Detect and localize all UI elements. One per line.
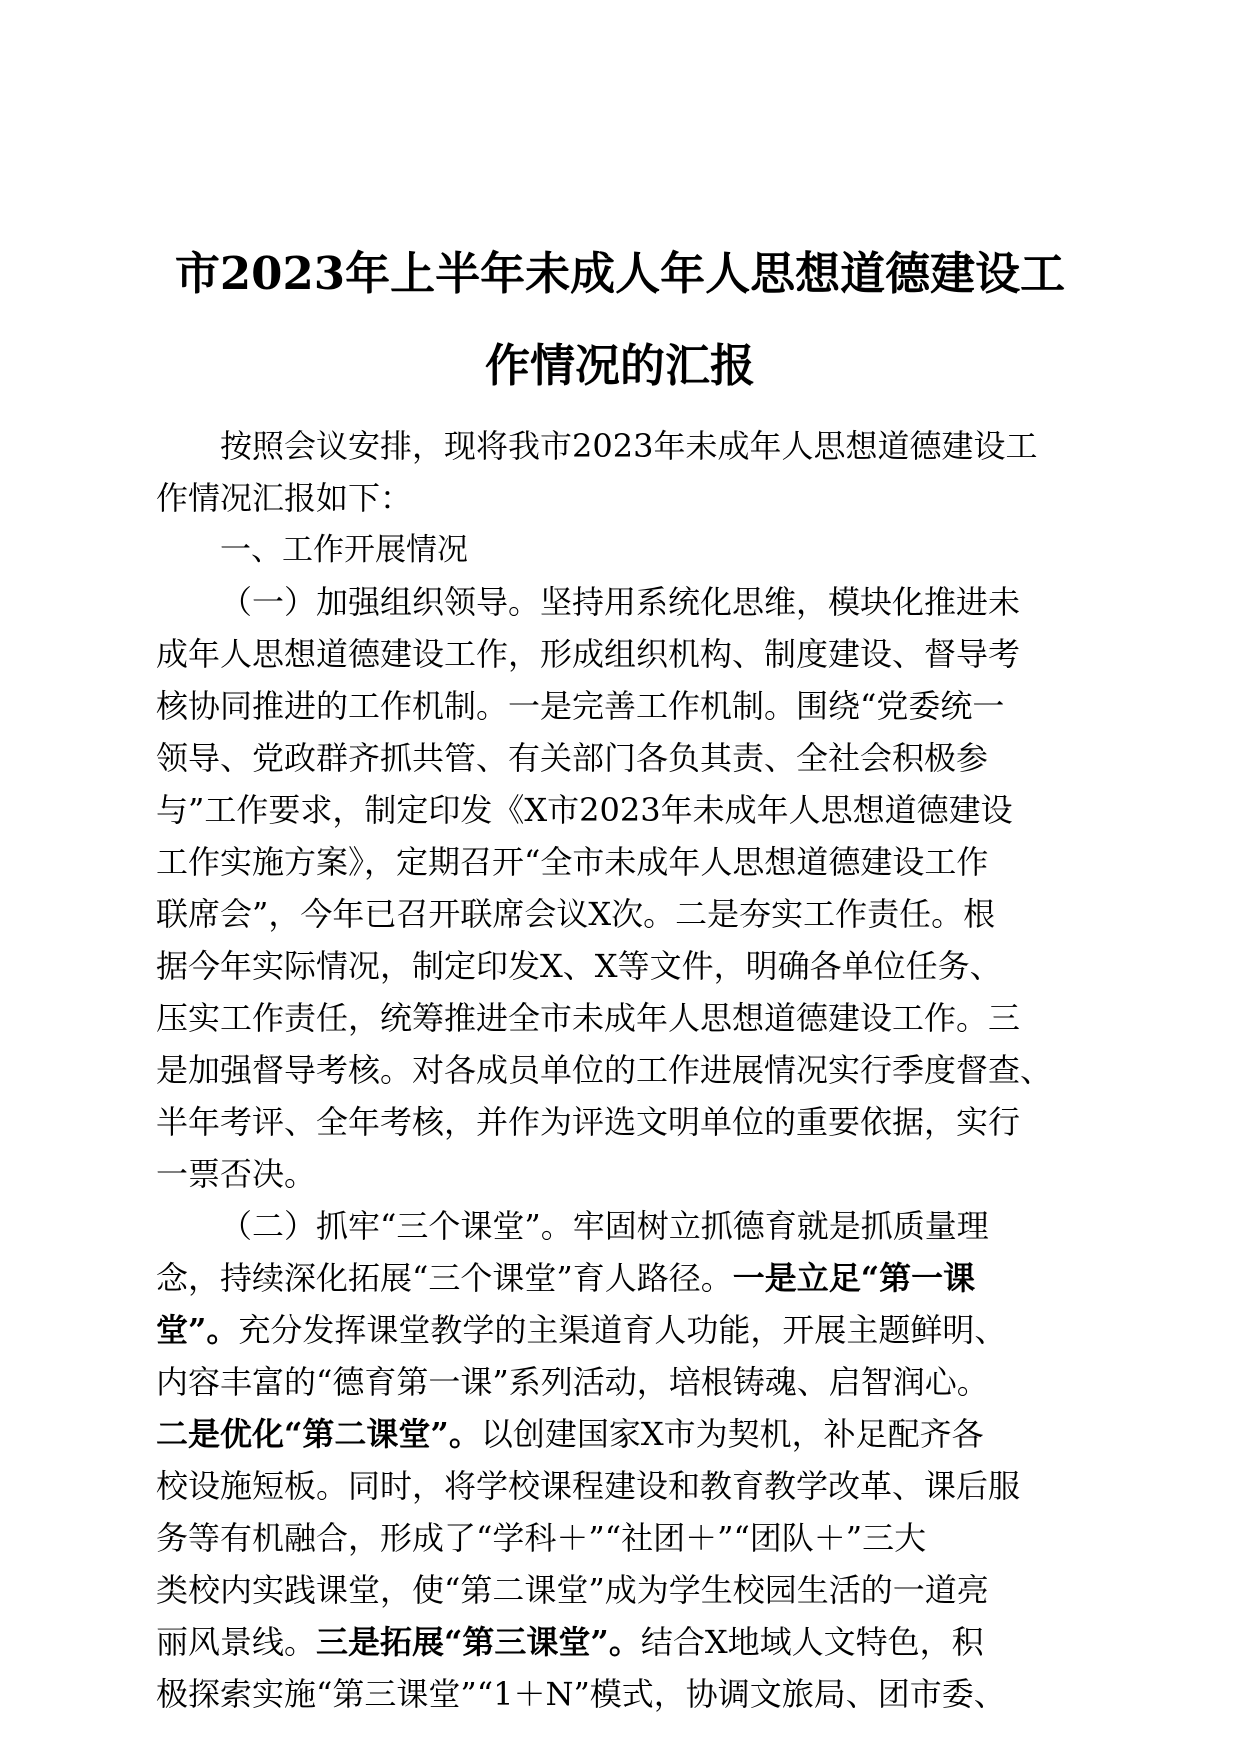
para1-line-7: 联席会”，今年已召开联席会议X次。二是夯实工作责任。根 (156, 895, 996, 933)
para1-line-11: 半年考评、全年考核，并作为评选文明单位的重要依据，实行 (156, 1103, 1021, 1141)
para2-line-6: 校设施短板。同时，将学校课程建设和教育教学改革、课后服 (156, 1467, 1021, 1505)
para2-text: 结合X地域人文特色，积 (640, 1623, 984, 1661)
para2-bold-phrase: 三是拓展“第三课堂”。 (316, 1623, 641, 1661)
document-title (140, 228, 1100, 412)
para2-line-5 (156, 1408, 1076, 1460)
para1-line-1: （一）加强组织领导。坚持用系统化思维，模块化推进未 (220, 583, 1021, 621)
para2-line-7: 务等有机融合，形成了“学科＋”“社团＋”“团队＋”三大 (156, 1519, 927, 1557)
para1-line-3: 核协同推进的工作机制。一是完善工作机制。围绕“党委统一 (156, 687, 1005, 725)
para2-text: 念，持续深化拓展“三个课堂”育人路径。 (156, 1259, 733, 1297)
para1-line-6: 工作实施方案》，定期召开“全市未成年人思想道德建设工作 (156, 843, 989, 881)
section-heading: 一、工作开展情况 (220, 532, 468, 568)
para2-text: 以创建国家X市为契机，补足配齐各 (480, 1415, 984, 1453)
title-line-1: 市2023年上半年未成人年人思想道德建设工 (174, 247, 1066, 300)
para2-line-4: 内容丰富的“德育第一课”系列活动，培根铸魂、启智润心。 (156, 1363, 989, 1401)
para2-bold-phrase: 二是优化“第二课堂”。 (156, 1415, 481, 1453)
para2-text: 充分发挥课堂教学的主渠道育人功能，开展主题鲜明、 (238, 1311, 1007, 1349)
para2-bold-phrase: 堂”。 (156, 1311, 239, 1349)
para1-line-4: 领导、党政群齐抓共管、有关部门各负其责、全社会积极参 (156, 739, 989, 777)
para2-bold-phrase: 一是立足“第一课 (732, 1259, 976, 1297)
para2-line-9 (156, 1616, 1076, 1668)
para1-line-10: 是加强督导考核。对各成员单位的工作进展情况实行季度督查、 (156, 1051, 1053, 1089)
para1-line-8: 据今年实际情况，制定印发X、X等文件，明确各单位任务、 (156, 947, 1002, 985)
para1-line-5: 与”工作要求，制定印发《X市2023年未成年人思想道德建设 (156, 791, 1013, 829)
document-body (156, 420, 1076, 1720)
intro-line-1: 按照会议安排，现将我市2023年未成年人思想道德建设工 (220, 427, 1038, 465)
para1-line-9: 压实工作责任，统筹推进全市未成年人思想道德建设工作。三 (156, 999, 1021, 1037)
intro-line-2: 作情况汇报如下： (156, 479, 413, 517)
para2-line-10: 极探索实施“第三课堂”“1＋N”模式，协调文旅局、团市委、 (156, 1675, 1006, 1713)
para2-line-2 (156, 1252, 1076, 1304)
title-line-2: 作情况的汇报 (484, 339, 755, 392)
para2-line-3 (156, 1304, 1076, 1356)
para1-line-12: 一票否决。 (156, 1155, 317, 1193)
para2-line-8: 类校内实践课堂，使“第二课堂”成为学生校园生活的一道亮 (156, 1571, 989, 1609)
para1-line-2: 成年人思想道德建设工作，形成组织机构、制度建设、督导考 (156, 635, 1021, 673)
para2-text: 丽风景线。 (156, 1623, 317, 1661)
para2-line-1: （二）抓牢“三个课堂”。牢固树立抓德育就是抓质量理 (220, 1207, 989, 1245)
